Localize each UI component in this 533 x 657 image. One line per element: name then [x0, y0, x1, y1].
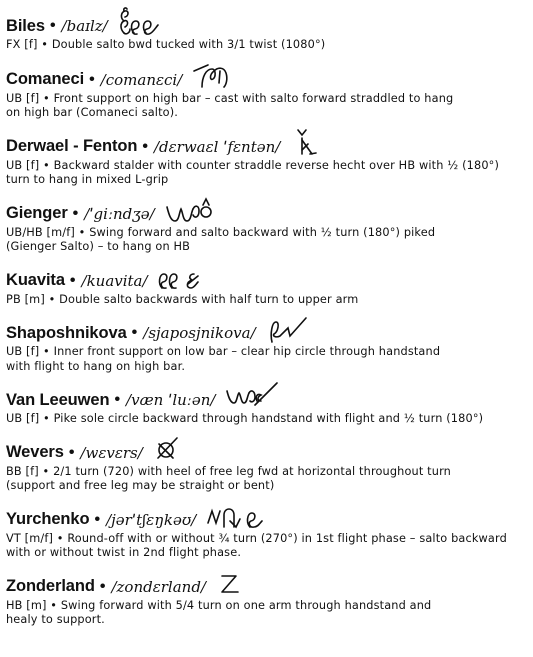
- description-line: with or without twist in 2nd flight phase.: [6, 546, 242, 559]
- term-name: Zonderland: [6, 577, 95, 595]
- term-name: Wevers: [6, 443, 64, 461]
- kuavita-symbol-icon: [158, 262, 204, 292]
- entry-heading: [6, 388, 530, 412]
- entry-yurchenko: [6, 508, 530, 561]
- pronunciation: /wɛvɛrs/: [80, 443, 143, 462]
- description-line: (Gienger Salto) – to hang on HB: [6, 240, 191, 253]
- description-line: HB [m] • Swing forward with 5/4 turn on one arm through handstand and: [6, 598, 432, 612]
- entry-shaposhnikova: [6, 321, 530, 374]
- description-line: healy to support.: [6, 613, 105, 626]
- entry-gienger: [6, 202, 530, 255]
- entry-derwael-fenton: [6, 135, 530, 188]
- term-name: Derwael - Fenton: [6, 137, 138, 155]
- description-line: BB [f] • 2/1 turn (720) with heel of free leg fwd at horizontal throughout turn: [6, 464, 451, 478]
- pronunciation: /ˈgiːndʒə/: [84, 204, 155, 223]
- pronunciation: /sjaposjnikova/: [143, 324, 256, 342]
- van-leeuwen-symbol-icon: [225, 381, 281, 411]
- pronunciation: /kuavita/: [81, 271, 148, 290]
- entry-comaneci: [6, 68, 530, 121]
- description-line: FX [f] • Double salto bwd tucked with 3/1 twist (1080°): [6, 38, 326, 51]
- shaposhnikova-symbol-icon: [266, 314, 316, 344]
- description-line: UB [f] • Backward stalder with counter straddle reverse hecht over HB with ½ (180°): [6, 158, 500, 172]
- bullet-separator: •: [99, 577, 106, 595]
- entry-heading: [6, 14, 530, 38]
- entry-description: [6, 532, 530, 561]
- pronunciation: /dɛrwaɛl ˈfɛntən/: [153, 137, 281, 156]
- bullet-separator: •: [89, 70, 95, 88]
- description-line: VT [m/f] • Round-off with or without ¾ turn (270°) in 1st flight phase – salto backward: [6, 531, 507, 545]
- wevers-symbol-icon: [153, 434, 185, 464]
- entry-heading: [6, 202, 530, 226]
- entry-heading: [6, 575, 530, 599]
- entry-kuavita: [6, 269, 530, 308]
- description-line: UB [f] • Inner front support on low bar – clear hip circle through handstand: [6, 345, 441, 358]
- biles-symbol-icon: [118, 7, 168, 37]
- yurchenko-symbol-icon: [206, 501, 276, 531]
- pronunciation: /comanɛci/: [100, 70, 183, 89]
- glossary-list: [6, 14, 530, 628]
- gienger-symbol-icon: [165, 195, 215, 225]
- zonderland-symbol-icon: [216, 568, 244, 598]
- description-line: UB/HB [m/f] • Swing forward and salto backward with ½ turn (180°) piked: [6, 225, 436, 239]
- derwael-fenton-symbol-icon: [290, 128, 322, 158]
- bullet-separator: •: [142, 137, 148, 155]
- term-name: Van Leeuwen: [6, 390, 110, 409]
- description-line: on high bar (Comaneci salto).: [6, 106, 179, 119]
- bullet-separator: •: [69, 271, 76, 289]
- description-line: UB [f] • Pike sole circle backward through handstand with flight and ½ turn (180°): [6, 412, 484, 425]
- entry-description: [6, 226, 530, 255]
- bullet-separator: •: [131, 324, 138, 341]
- entry-wevers: [6, 441, 530, 494]
- entry-description: [6, 345, 530, 374]
- entry-heading: [6, 441, 530, 465]
- entry-heading: [6, 135, 530, 159]
- description-line: turn to hang in mixed L-grip: [6, 173, 169, 186]
- bullet-separator: •: [94, 510, 101, 528]
- entry-description: [6, 92, 530, 121]
- description-line: (support and free leg may be straight or bent): [6, 479, 275, 492]
- entry-zonderland: [6, 575, 530, 628]
- entry-description: [6, 38, 530, 53]
- description-line: UB [f] • Front support on high bar – cast with salto forward straddled to hang: [6, 91, 454, 105]
- entry-heading: [6, 68, 530, 92]
- term-name: Comaneci: [6, 70, 85, 88]
- description-line: with flight to hang on high bar.: [6, 359, 186, 373]
- term-name: Shaposhnikova: [6, 323, 127, 342]
- pronunciation: /baɪlz/: [61, 17, 108, 35]
- pronunciation: /zondɛrland/: [111, 577, 206, 596]
- entry-biles: [6, 14, 530, 53]
- bullet-separator: •: [72, 204, 79, 222]
- bullet-separator: •: [114, 391, 121, 408]
- entry-heading: [6, 508, 530, 532]
- term-name: Biles: [6, 16, 45, 35]
- term-name: Yurchenko: [6, 510, 90, 528]
- pronunciation: /væn ˈluːən/: [126, 391, 216, 409]
- entry-heading: [6, 321, 530, 345]
- entry-description: [6, 412, 530, 427]
- bullet-separator: •: [68, 443, 75, 461]
- entry-description: [6, 599, 530, 628]
- bullet-separator: •: [49, 17, 56, 34]
- entry-description: [6, 293, 530, 308]
- comaneci-symbol-icon: [192, 61, 236, 91]
- term-name: Kuavita: [6, 271, 65, 289]
- entry-description: [6, 465, 530, 494]
- entry-description: [6, 159, 530, 188]
- description-line: PB [m] • Double salto backwards with half turn to upper arm: [6, 292, 359, 306]
- entry-heading: [6, 269, 530, 293]
- pronunciation: /jərˈtʃɛŋkəʊ/: [106, 510, 197, 529]
- term-name: Gienger: [6, 204, 68, 222]
- entry-van-leeuwen: [6, 388, 530, 427]
